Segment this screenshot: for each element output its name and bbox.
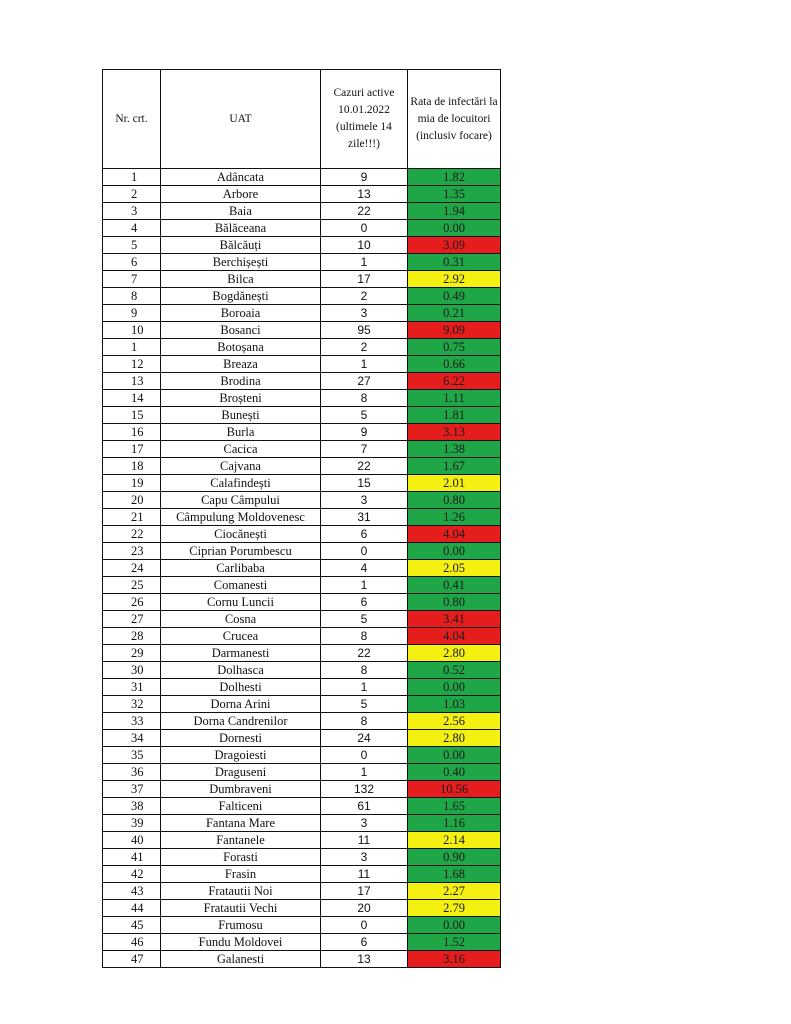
row-cases: 3 (321, 849, 408, 866)
table-row (103, 730, 501, 747)
row-cases: 7 (321, 441, 408, 458)
row-rate: 1.16 (408, 815, 501, 832)
row-rate: 0.00 (408, 917, 501, 934)
table-row (103, 832, 501, 849)
row-rate: 0.52 (408, 662, 501, 679)
row-rate: 2.80 (408, 645, 501, 662)
row-cases: 13 (321, 186, 408, 203)
row-nr: 14 (103, 390, 161, 407)
table-row (103, 951, 501, 968)
table-row (103, 815, 501, 832)
row-uat: Burla (161, 424, 321, 441)
table-row (103, 169, 501, 186)
row-uat: Cajvana (161, 458, 321, 475)
row-cases: 22 (321, 203, 408, 220)
table-row (103, 764, 501, 781)
row-rate: 1.67 (408, 458, 501, 475)
row-nr: 47 (103, 951, 161, 968)
row-uat: Bunești (161, 407, 321, 424)
row-cases: 132 (321, 781, 408, 798)
row-uat: Dolhasca (161, 662, 321, 679)
row-cases: 20 (321, 900, 408, 917)
row-cases: 8 (321, 662, 408, 679)
row-nr: 1 (103, 339, 161, 356)
row-rate: 0.80 (408, 492, 501, 509)
row-nr: 3 (103, 203, 161, 220)
row-nr: 28 (103, 628, 161, 645)
row-uat: Dolhesti (161, 679, 321, 696)
row-uat: Cacica (161, 441, 321, 458)
table-row (103, 560, 501, 577)
row-nr: 9 (103, 305, 161, 322)
row-uat: Draguseni (161, 764, 321, 781)
row-uat: Dorna Arini (161, 696, 321, 713)
row-uat: Dorna Candrenilor (161, 713, 321, 730)
row-nr: 39 (103, 815, 161, 832)
row-cases: 27 (321, 373, 408, 390)
row-rate: 2.27 (408, 883, 501, 900)
row-cases: 11 (321, 866, 408, 883)
row-cases: 3 (321, 305, 408, 322)
row-rate: 1.11 (408, 390, 501, 407)
table-row (103, 611, 501, 628)
row-cases: 5 (321, 407, 408, 424)
row-nr: 6 (103, 254, 161, 271)
row-uat: Ciprian Porumbescu (161, 543, 321, 560)
row-rate: 1.38 (408, 441, 501, 458)
row-nr: 42 (103, 866, 161, 883)
table-row (103, 458, 501, 475)
row-nr: 37 (103, 781, 161, 798)
row-cases: 6 (321, 526, 408, 543)
row-rate: 0.90 (408, 849, 501, 866)
row-uat: Dumbraveni (161, 781, 321, 798)
row-rate: 1.94 (408, 203, 501, 220)
row-nr: 44 (103, 900, 161, 917)
row-uat: Bălcăuți (161, 237, 321, 254)
table-row (103, 186, 501, 203)
row-nr: 41 (103, 849, 161, 866)
row-nr: 46 (103, 934, 161, 951)
header-uat: UAT (161, 70, 321, 169)
table-row (103, 492, 501, 509)
row-nr: 26 (103, 594, 161, 611)
row-nr: 45 (103, 917, 161, 934)
row-uat: Adâncata (161, 169, 321, 186)
row-cases: 95 (321, 322, 408, 339)
row-nr: 18 (103, 458, 161, 475)
row-uat: Bilca (161, 271, 321, 288)
row-nr: 15 (103, 407, 161, 424)
row-uat: Baia (161, 203, 321, 220)
row-rate: 1.52 (408, 934, 501, 951)
row-uat: Carlibaba (161, 560, 321, 577)
table-row (103, 934, 501, 951)
row-uat: Brodina (161, 373, 321, 390)
row-cases: 9 (321, 169, 408, 186)
table-row (103, 781, 501, 798)
table-row (103, 900, 501, 917)
row-cases: 2 (321, 288, 408, 305)
table-row (103, 373, 501, 390)
row-nr: 13 (103, 373, 161, 390)
row-uat: Câmpulung Moldovenesc (161, 509, 321, 526)
row-cases: 5 (321, 696, 408, 713)
header-cases (321, 70, 408, 169)
table-row (103, 883, 501, 900)
row-rate: 2.80 (408, 730, 501, 747)
row-cases: 11 (321, 832, 408, 849)
row-nr: 33 (103, 713, 161, 730)
row-uat: Broșteni (161, 390, 321, 407)
row-rate: 1.26 (408, 509, 501, 526)
row-cases: 22 (321, 458, 408, 475)
infection-rate-table-sheet (102, 69, 501, 968)
row-rate: 4.04 (408, 628, 501, 645)
row-rate: 3.09 (408, 237, 501, 254)
row-rate: 1.68 (408, 866, 501, 883)
row-cases: 24 (321, 730, 408, 747)
row-uat: Boroaia (161, 305, 321, 322)
row-uat: Calafindești (161, 475, 321, 492)
table-row (103, 662, 501, 679)
table-row (103, 203, 501, 220)
row-uat: Frumosu (161, 917, 321, 934)
row-uat: Dornesti (161, 730, 321, 747)
row-rate: 2.05 (408, 560, 501, 577)
table-row (103, 747, 501, 764)
row-rate: 9.09 (408, 322, 501, 339)
table-row (103, 628, 501, 645)
row-cases: 8 (321, 628, 408, 645)
row-cases: 0 (321, 917, 408, 934)
table-row (103, 475, 501, 492)
table-row (103, 526, 501, 543)
row-nr: 19 (103, 475, 161, 492)
header-nr: Nr. crt. (103, 70, 161, 169)
row-nr: 22 (103, 526, 161, 543)
row-cases: 6 (321, 934, 408, 951)
table-row (103, 288, 501, 305)
row-uat: Dragoiesti (161, 747, 321, 764)
row-rate: 2.56 (408, 713, 501, 730)
row-uat: Bogdănești (161, 288, 321, 305)
row-cases: 1 (321, 356, 408, 373)
row-cases: 8 (321, 713, 408, 730)
row-uat: Fratautii Noi (161, 883, 321, 900)
row-uat: Bălăceana (161, 220, 321, 237)
row-nr: 2 (103, 186, 161, 203)
row-nr: 30 (103, 662, 161, 679)
header-cases-text: Cazuri active 10.01.2022 (ultimele 14 zile!!!) (333, 87, 395, 150)
row-cases: 9 (321, 424, 408, 441)
table-row (103, 798, 501, 815)
row-cases: 17 (321, 271, 408, 288)
row-uat: Frasin (161, 866, 321, 883)
row-nr: 34 (103, 730, 161, 747)
row-uat: Fratautii Vechi (161, 900, 321, 917)
row-nr: 35 (103, 747, 161, 764)
row-rate: 0.00 (408, 220, 501, 237)
row-uat: Fundu Moldovei (161, 934, 321, 951)
table-row (103, 645, 501, 662)
table-row (103, 849, 501, 866)
table-row (103, 577, 501, 594)
row-nr: 24 (103, 560, 161, 577)
row-nr: 25 (103, 577, 161, 594)
row-cases: 4 (321, 560, 408, 577)
row-cases: 1 (321, 764, 408, 781)
row-rate: 3.13 (408, 424, 501, 441)
row-cases: 17 (321, 883, 408, 900)
row-cases: 0 (321, 220, 408, 237)
row-rate: 3.41 (408, 611, 501, 628)
row-nr: 32 (103, 696, 161, 713)
header-row (103, 70, 501, 169)
row-uat: Comanesti (161, 577, 321, 594)
row-nr: 8 (103, 288, 161, 305)
table-row (103, 407, 501, 424)
row-uat: Forasti (161, 849, 321, 866)
row-rate: 1.82 (408, 169, 501, 186)
row-cases: 31 (321, 509, 408, 526)
row-rate: 0.80 (408, 594, 501, 611)
row-nr: 20 (103, 492, 161, 509)
infection-rate-table (102, 69, 501, 968)
row-nr: 23 (103, 543, 161, 560)
row-rate: 0.00 (408, 747, 501, 764)
header-rate-text: Rata de infectări la mia de locuitori (inclusiv focare) (410, 95, 498, 142)
row-rate: 1.03 (408, 696, 501, 713)
row-cases: 2 (321, 339, 408, 356)
row-uat: Arbore (161, 186, 321, 203)
row-cases: 5 (321, 611, 408, 628)
row-rate: 6.22 (408, 373, 501, 390)
row-rate: 0.21 (408, 305, 501, 322)
row-cases: 8 (321, 390, 408, 407)
row-rate: 1.81 (408, 407, 501, 424)
row-uat: Berchișești (161, 254, 321, 271)
row-cases: 0 (321, 543, 408, 560)
row-uat: Fantanele (161, 832, 321, 849)
table-header (103, 70, 501, 169)
table-row (103, 543, 501, 560)
row-cases: 6 (321, 594, 408, 611)
row-uat: Bosanci (161, 322, 321, 339)
row-rate: 2.01 (408, 475, 501, 492)
row-cases: 10 (321, 237, 408, 254)
row-uat: Fantana Mare (161, 815, 321, 832)
table-row (103, 594, 501, 611)
row-rate: 0.00 (408, 679, 501, 696)
table-row (103, 271, 501, 288)
table-row (103, 509, 501, 526)
row-uat: Galanesti (161, 951, 321, 968)
table-row (103, 390, 501, 407)
row-nr: 7 (103, 271, 161, 288)
row-nr: 31 (103, 679, 161, 696)
row-rate: 0.00 (408, 543, 501, 560)
row-nr: 36 (103, 764, 161, 781)
table-row (103, 917, 501, 934)
row-nr: 1 (103, 169, 161, 186)
table-row (103, 339, 501, 356)
row-uat: Darmanesti (161, 645, 321, 662)
row-nr: 40 (103, 832, 161, 849)
row-rate: 0.49 (408, 288, 501, 305)
row-cases: 13 (321, 951, 408, 968)
row-rate: 0.41 (408, 577, 501, 594)
table-row (103, 237, 501, 254)
row-rate: 4.04 (408, 526, 501, 543)
row-nr: 4 (103, 220, 161, 237)
row-cases: 22 (321, 645, 408, 662)
row-rate: 2.79 (408, 900, 501, 917)
row-uat: Capu Câmpului (161, 492, 321, 509)
table-row (103, 441, 501, 458)
row-cases: 61 (321, 798, 408, 815)
table-row (103, 679, 501, 696)
table-row (103, 696, 501, 713)
row-nr: 10 (103, 322, 161, 339)
row-nr: 5 (103, 237, 161, 254)
table-row (103, 322, 501, 339)
row-nr: 29 (103, 645, 161, 662)
table-row (103, 254, 501, 271)
row-rate: 0.66 (408, 356, 501, 373)
table-row (103, 866, 501, 883)
row-rate: 10.56 (408, 781, 501, 798)
row-nr: 17 (103, 441, 161, 458)
table-row (103, 220, 501, 237)
row-uat: Cornu Luncii (161, 594, 321, 611)
row-rate: 1.65 (408, 798, 501, 815)
row-nr: 16 (103, 424, 161, 441)
row-rate: 2.92 (408, 271, 501, 288)
row-nr: 27 (103, 611, 161, 628)
row-cases: 1 (321, 679, 408, 696)
row-rate: 0.75 (408, 339, 501, 356)
row-uat: Breaza (161, 356, 321, 373)
row-uat: Botoșana (161, 339, 321, 356)
row-uat: Cosna (161, 611, 321, 628)
row-nr: 21 (103, 509, 161, 526)
row-rate: 2.14 (408, 832, 501, 849)
table-row (103, 356, 501, 373)
row-nr: 38 (103, 798, 161, 815)
row-rate: 1.35 (408, 186, 501, 203)
row-nr: 43 (103, 883, 161, 900)
row-rate: 0.40 (408, 764, 501, 781)
row-cases: 3 (321, 492, 408, 509)
row-rate: 0.31 (408, 254, 501, 271)
table-row (103, 305, 501, 322)
row-cases: 1 (321, 577, 408, 594)
row-nr: 12 (103, 356, 161, 373)
row-cases: 3 (321, 815, 408, 832)
row-cases: 1 (321, 254, 408, 271)
table-row (103, 424, 501, 441)
row-cases: 15 (321, 475, 408, 492)
table-body (103, 169, 501, 968)
row-uat: Crucea (161, 628, 321, 645)
row-uat: Ciocănești (161, 526, 321, 543)
row-rate: 3.16 (408, 951, 501, 968)
header-rate (408, 70, 501, 169)
table-row (103, 713, 501, 730)
row-uat: Falticeni (161, 798, 321, 815)
row-cases: 0 (321, 747, 408, 764)
